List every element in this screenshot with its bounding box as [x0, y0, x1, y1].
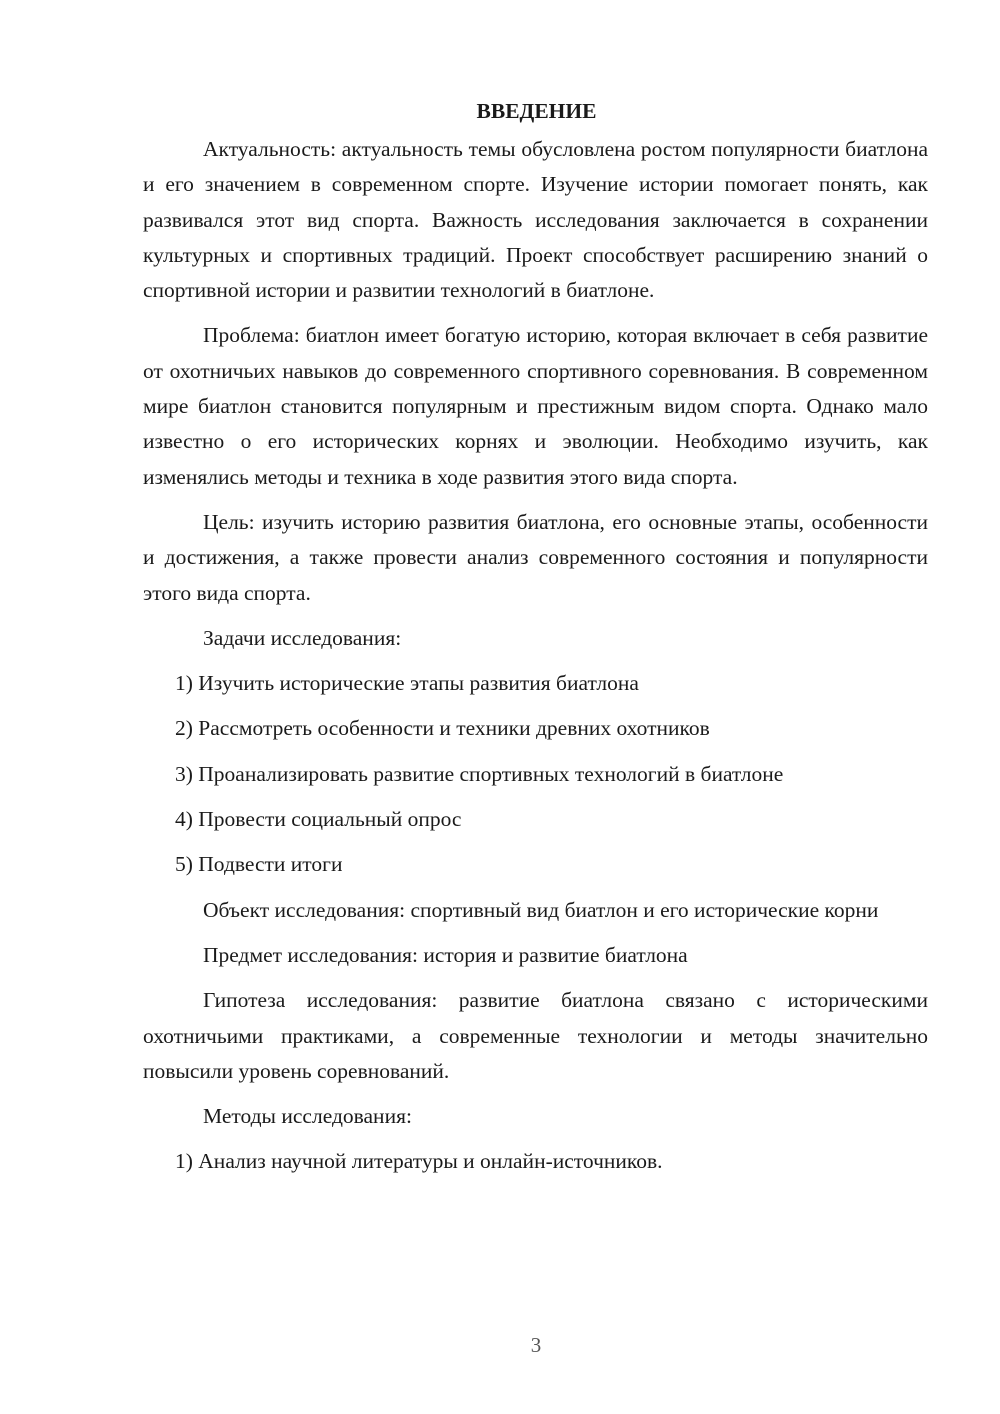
methods-heading: Методы исследования:: [203, 1104, 412, 1129]
task-item: 1) Изучить исторические этапы развития биатлона: [175, 671, 639, 696]
section-heading: ВВЕДЕНИЕ: [476, 99, 597, 123]
page-number: 3: [530, 1333, 542, 1357]
document-page: [143, 96, 928, 1190]
task-item: 4) Провести социальный опрос: [175, 807, 462, 832]
subject-paragraph: Предмет исследования: история и развитие биатлона: [203, 942, 688, 967]
actuality-paragraph: Актуальность: актуальность темы обусловлена ростом популярности биатлона и его значением в современном спорте. Изучение истории помогает понять, как развивался этот вид спорта. Важность исследования заключается в сохранении культурных и спортивных традиций. Проект способствует расширению знаний о спортивной истории и развитии технологий в биатлоне.: [143, 137, 928, 303]
task-item: 3) Проанализировать развитие спортивных технологий в биатлоне: [175, 761, 784, 786]
object-paragraph: Объект исследования: спортивный вид биатлон и его исторические корни: [203, 897, 879, 922]
problem-paragraph: Проблема: биатлон имеет богатую историю, которая включает в себя развитие от охотничьих навыков до современного спортивного соревнования. В современном мире биатлон становится популярным и престижным видом спорта. Однако мало известно о его исторических корнях и эволюции. Необходимо изучить, как изменялись методы и техника в ходе развития этого вида спорта.: [143, 323, 928, 489]
task-item: 2) Рассмотреть особенности и техники древних охотников: [175, 716, 710, 741]
method-item: 1) Анализ научной литературы и онлайн-источников.: [175, 1149, 663, 1174]
goal-paragraph: Цель: изучить историю развития биатлона, его основные этапы, особенности и достижения, а также провести анализ современного состояния и популярности этого вида спорта.: [143, 509, 928, 605]
methods-list: [143, 1144, 928, 1179]
hypothesis-paragraph: Гипотеза исследования: развитие биатлона связано с историческими охотничьими практиками, а современные технологии и методы значительно повысили уровень соревнований.: [143, 988, 928, 1083]
tasks-heading: Задачи исследования:: [203, 625, 402, 650]
tasks-list: [143, 666, 928, 882]
task-item: 5) Подвести итоги: [175, 852, 343, 877]
